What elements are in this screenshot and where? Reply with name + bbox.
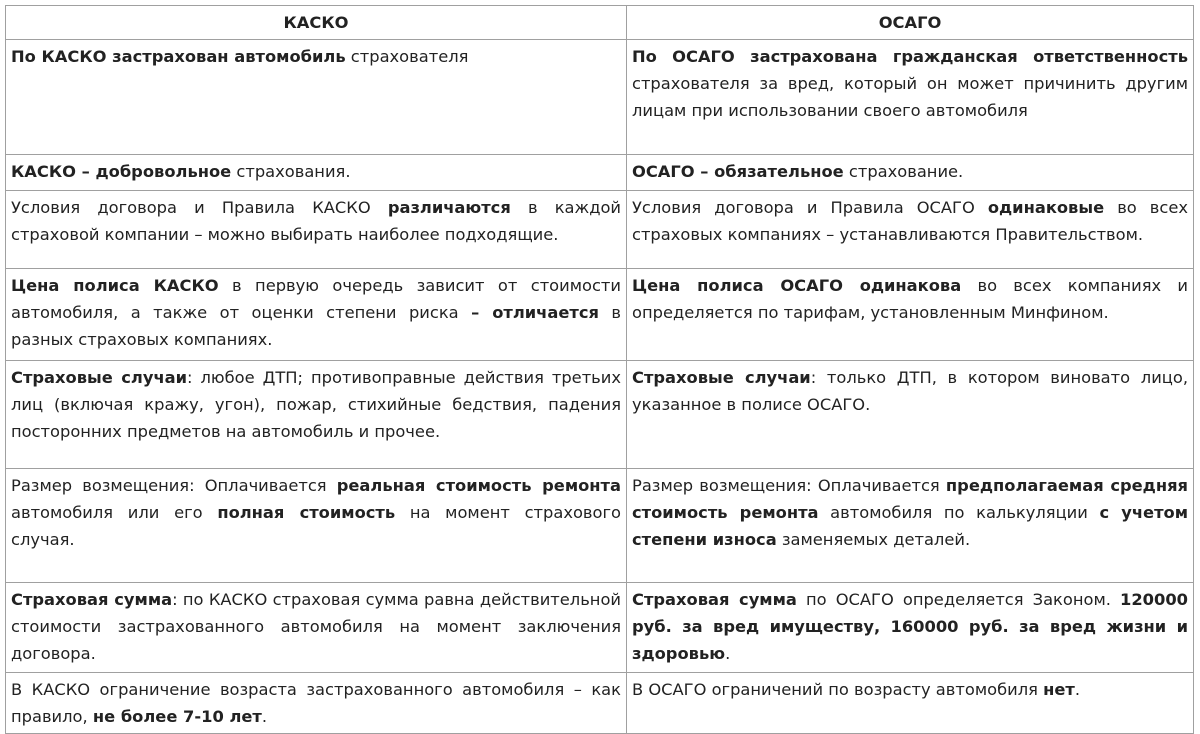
kasko-osago-comparison-table: [5, 5, 1194, 734]
text: .: [725, 644, 731, 663]
text: автомобиля по калькуляции: [818, 503, 1100, 522]
text: : любое ДТП; противоправные действия третьих лиц (включая кражу, угон), пожар, стихийные бедствия, падения посторонних предметов на автомобиль и прочее.: [11, 368, 621, 441]
cell-osago: [627, 361, 1194, 469]
table-row: [6, 191, 1194, 269]
cell-kasko: [6, 673, 627, 734]
text: : по КАСКО страховая сумма равна действительной стоимости застрахованного автомобиля на момент заключения договора.: [11, 590, 621, 663]
text: Размер возмещения: Оплачивается: [11, 476, 337, 495]
cell-osago: [627, 583, 1194, 673]
table-row: [6, 155, 1194, 191]
bold-text: нет: [1043, 680, 1075, 699]
text: страхователя: [345, 47, 469, 66]
cell-kasko: [6, 583, 627, 673]
cell-osago: [627, 469, 1194, 583]
table-row: [6, 40, 1194, 155]
bold-text: полная стоимость: [217, 503, 396, 522]
text: во всех страховых компаниях – устанавливаются Правительством.: [632, 198, 1189, 244]
cell-kasko: [6, 361, 627, 469]
bold-text: КАСКО – добровольное: [11, 162, 232, 181]
table-row: [6, 673, 1194, 734]
header-osago: ОСАГО: [627, 6, 1194, 40]
bold-text: По ОСАГО застрахована гражданская ответственность: [632, 47, 1188, 66]
text: страхования.: [231, 162, 351, 181]
cell-kasko: [6, 469, 627, 583]
bold-text: различаются: [387, 198, 511, 217]
text: В КАСКО ограничение возраста застрахованного автомобиля – как правило,: [11, 680, 621, 726]
bold-text: Страховая сумма: [632, 590, 797, 609]
bold-text: реальная стоимость ремонта: [336, 476, 621, 495]
text: на момент страхового случая.: [11, 503, 621, 549]
text: .: [1074, 680, 1080, 699]
cell-osago: [627, 40, 1194, 155]
table-row: [6, 269, 1194, 361]
cell-kasko: [6, 40, 627, 155]
text: автомобиля или его: [11, 503, 218, 522]
text: во всех компаниях и определяется по тарифам, установленным Минфином.: [632, 276, 1188, 322]
cell-osago: [627, 191, 1194, 269]
text: Условия договора и Правила КАСКО: [11, 198, 388, 217]
bold-text: Страховая сумма: [11, 590, 173, 609]
text: заменяемых деталей.: [776, 530, 971, 549]
cell-kasko: [6, 191, 627, 269]
bold-text: Цена полиса ОСАГО одинакова: [632, 276, 962, 295]
table-body: [6, 40, 1194, 734]
bold-text: предполагаемая средняя стоимость ремонта: [632, 476, 1188, 522]
table-row: [6, 361, 1194, 469]
bold-text: – отличается: [471, 303, 599, 322]
cell-osago: [627, 673, 1194, 734]
text: .: [261, 707, 268, 726]
text: в разных страховых компаниях.: [11, 303, 621, 349]
cell-osago: [627, 155, 1194, 191]
text: по ОСАГО определяется Законом.: [796, 590, 1121, 609]
bold-text: одинаковые: [987, 198, 1105, 217]
bold-text: ОСАГО – обязательное: [632, 162, 844, 181]
bold-text: с учетом степени износа: [632, 503, 1188, 549]
text: В ОСАГО ограничений по возрасту автомобиля: [632, 680, 1044, 699]
text: страхование.: [843, 162, 964, 181]
text: страхователя за вред, который он может причинить другим лицам при использовании своего автомобиля: [632, 74, 1188, 120]
bold-text: 120000 руб. за вред имуществу, 160000 руб. за вред жизни и здоровью: [632, 590, 1188, 663]
text: : только ДТП, в котором виновато лицо, указанное в полисе ОСАГО.: [632, 368, 1188, 414]
bold-text: По КАСКО застрахован автомобиль: [11, 47, 346, 66]
text: Размер возмещения: Оплачивается: [632, 476, 946, 495]
text: Условия договора и Правила ОСАГО: [632, 198, 988, 217]
cell-kasko: [6, 155, 627, 191]
table-row: [6, 583, 1194, 673]
text: в первую очередь зависит от стоимости автомобиля, а также от оценки степени риска: [11, 276, 621, 322]
text: в каждой страховой компании – можно выбирать наиболее подходящие.: [11, 198, 621, 244]
header-kasko: КАСКО: [6, 6, 627, 40]
bold-text: не более 7-10 лет: [92, 707, 262, 726]
header-row: [6, 6, 1194, 40]
bold-text: Цена полиса КАСКО: [11, 276, 219, 295]
bold-text: Страховые случаи: [632, 368, 811, 387]
cell-kasko: [6, 269, 627, 361]
cell-osago: [627, 269, 1194, 361]
table-row: [6, 469, 1194, 583]
bold-text: Страховые случаи: [11, 368, 188, 387]
